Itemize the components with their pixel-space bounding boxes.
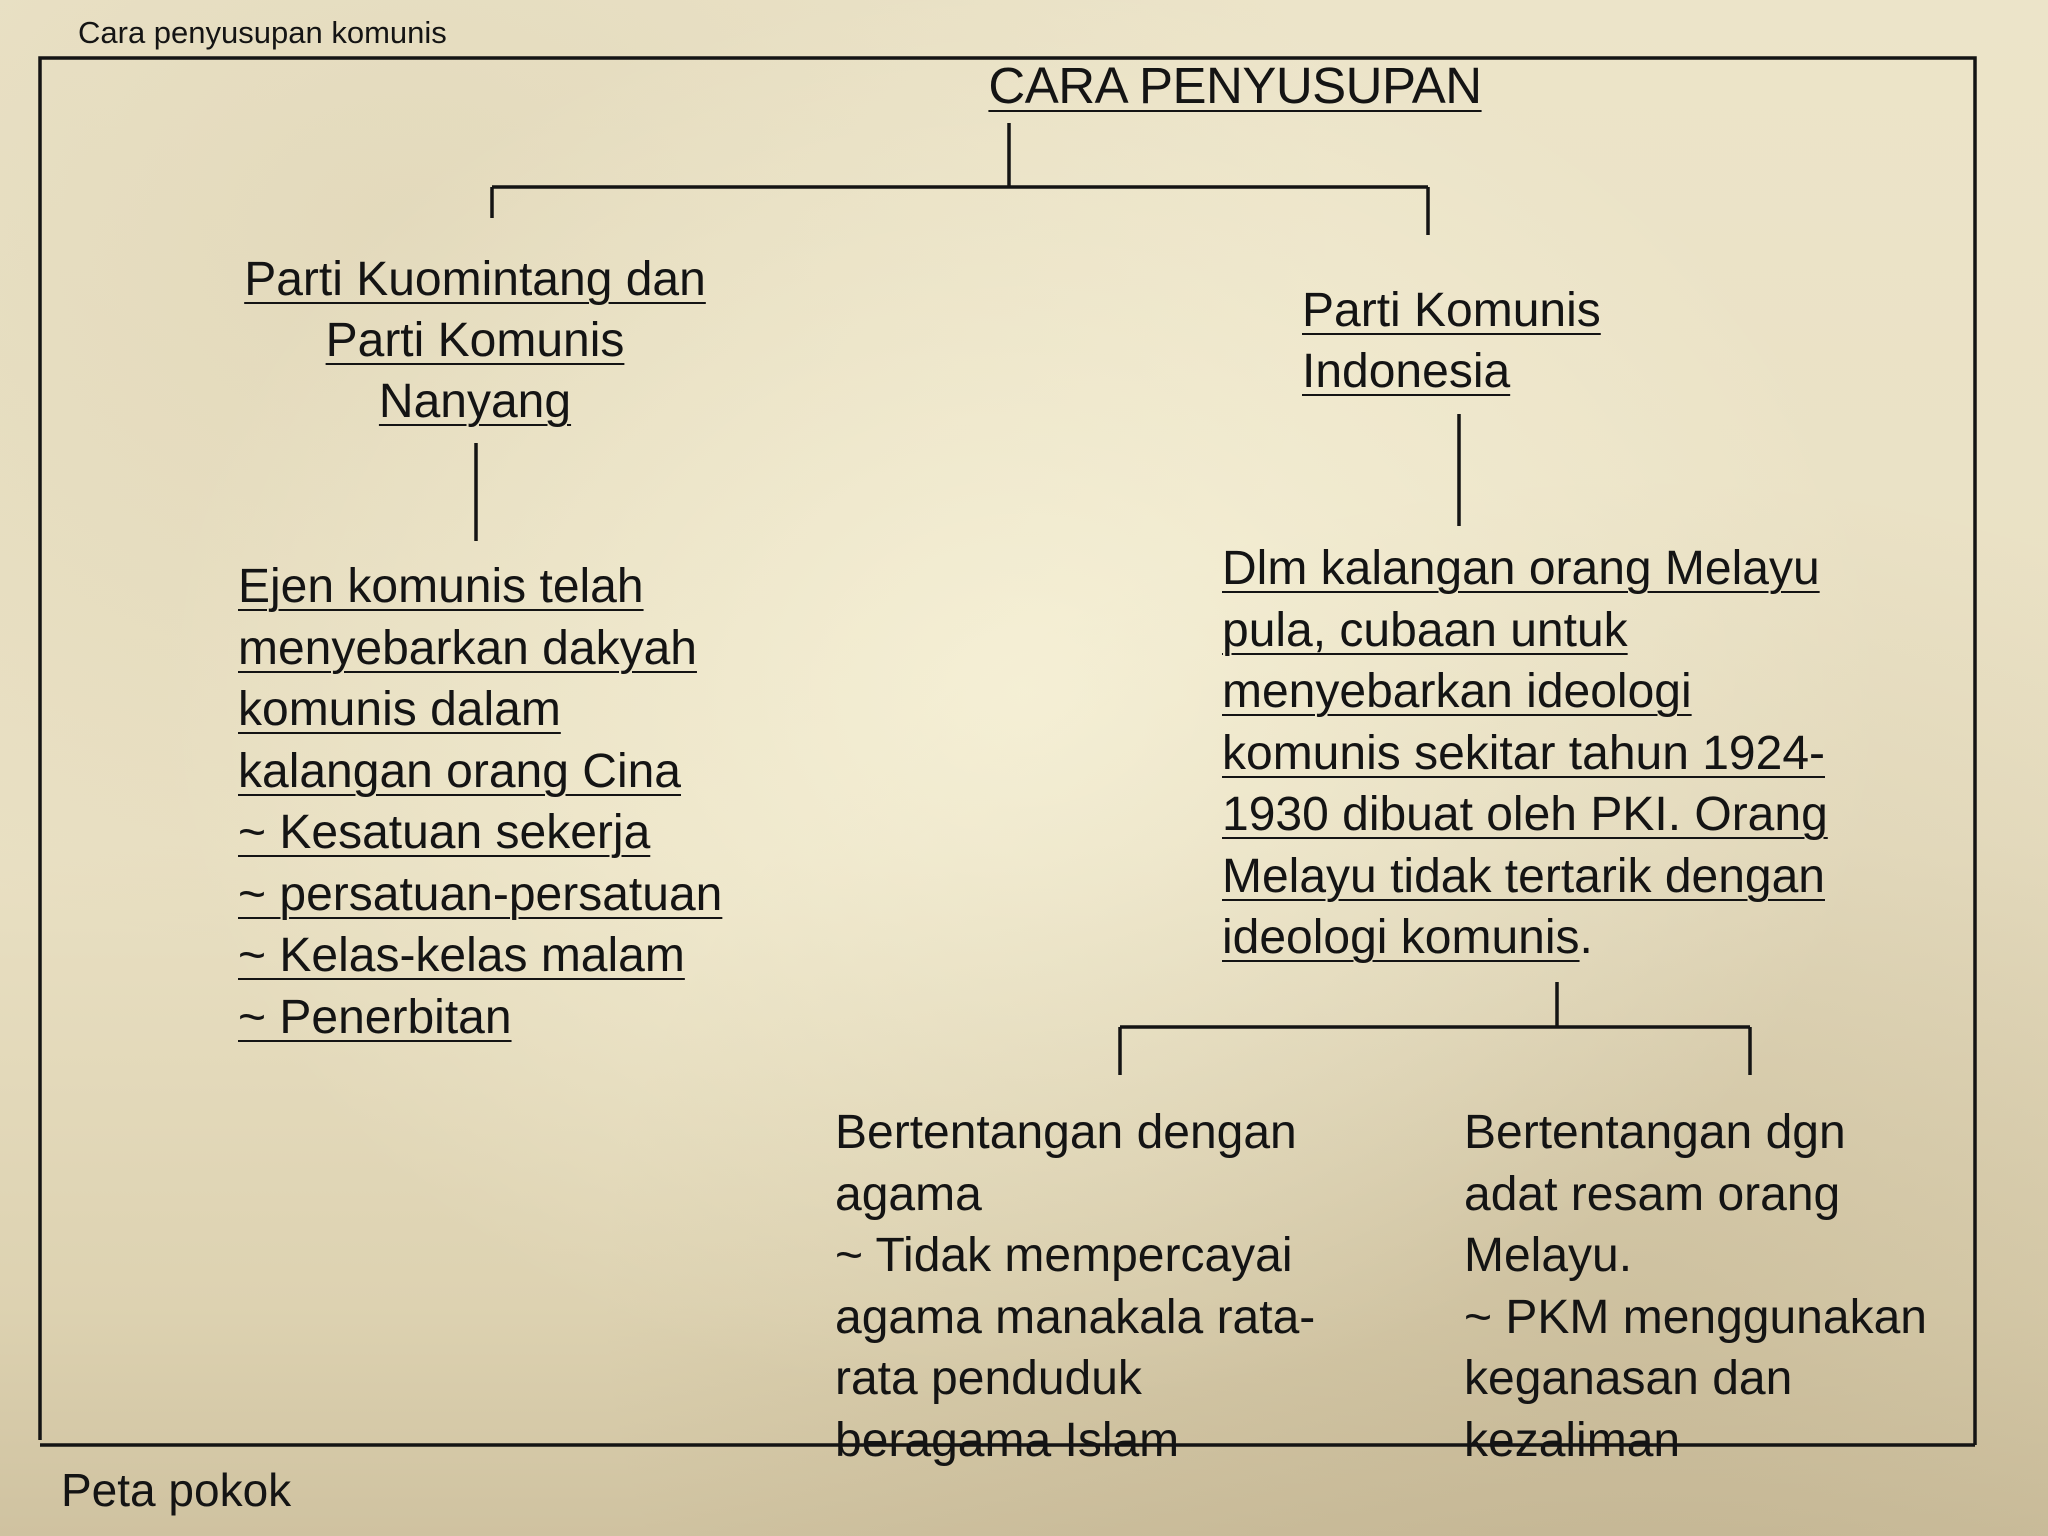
branch-right-description-text: Dlm kalangan orang Melayu pula, cubaan untuk menyebarkan ideologi komunis sekitar tahun 1924- 1930 dibuat oleh PKI. Orang Melayu tidak tertarik dengan ideologi komunis xyxy=(1222,542,1828,964)
slide-caption: Cara penyusupan komunis xyxy=(78,15,447,50)
leaf-node-custom: Bertentangan dgn adat resam orang Melayu. ~ PKM menggunakan keganasan dan kezaliman xyxy=(1464,1106,1927,1467)
slide-footer: Peta pokok xyxy=(61,1464,292,1516)
branch-right-title: Parti Komunis Indonesia xyxy=(1302,284,1601,398)
branch-right-description-period: . xyxy=(1579,911,1593,964)
branch-right-description xyxy=(1222,538,1942,969)
branch-left-description: Ejen komunis telah menyebarkan dakyah komunis dalam kalangan orang Cina ~ Kesatuan sekerja ~ persatuan-persatuan ~ Kelas-kelas malam ~ Penerbitan xyxy=(238,560,723,1044)
branch-left-title: Parti Kuomintang dan Parti Komunis Nanyang xyxy=(244,253,706,428)
root-node-title: CARA PENYUSUPAN xyxy=(988,57,1482,114)
leaf-node-religion: Bertentangan dengan agama ~ Tidak mempercayai agama manakala rata- rata penduduk beragama Islam xyxy=(835,1106,1316,1467)
